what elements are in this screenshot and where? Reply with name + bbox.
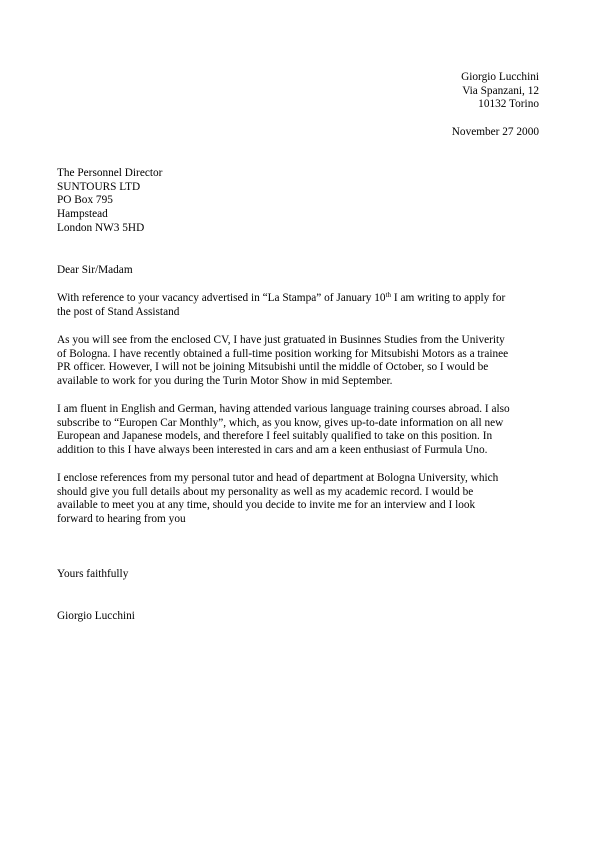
sender-city: 10132 Torino bbox=[478, 98, 539, 111]
sender-address bbox=[461, 71, 539, 112]
paragraph-1-line-1-start: With reference to your vacancy advertised in “La Stampa” of January 10 bbox=[57, 292, 386, 304]
salutation-text: Dear Sir/Madam bbox=[57, 264, 133, 276]
salutation bbox=[57, 264, 547, 278]
paragraph-2 bbox=[57, 334, 547, 389]
ordinal-suffix: th bbox=[385, 291, 392, 299]
paragraph-1-line-1-end: I am writing to apply for bbox=[391, 292, 506, 304]
paragraph-3-line-1: I am fluent in English and German, having attended various language training courses abroad. I also bbox=[57, 403, 510, 415]
paragraph-4-line-3: available to meet you at any time, should you decide to invite me for an interview and I look bbox=[57, 499, 476, 512]
sender-street: Via Spanzani, 12 bbox=[462, 84, 539, 97]
paragraph-2-line-4: available to work for you during the Turin Motor Show in mid September. bbox=[57, 375, 393, 388]
paragraph-4-line-4: forward to hearing from you bbox=[57, 513, 186, 526]
signature bbox=[57, 610, 547, 624]
recipient-address bbox=[57, 167, 162, 236]
paragraph-3-line-2: subscribe to “Europen Car Monthly”, which, as you know, gives up-to-date information on all new bbox=[57, 416, 504, 429]
paragraph-4-line-1: I enclose references from my personal tutor and head of department at Bologna University, which bbox=[57, 472, 499, 484]
letter-date bbox=[452, 126, 539, 140]
paragraph-2-line-1: As you will see from the enclosed CV, I have just gratuated in Businnes Studies from the Univerity bbox=[57, 334, 505, 346]
paragraph-3 bbox=[57, 403, 547, 458]
paragraph-2-line-3: PR officer. However, I will not be joining Mitsubishi until the middle of October, so I would be bbox=[57, 361, 489, 374]
paragraph-2-line-2: of Bologna. I have recently obtained a full-time position working for Mitsubishi Motors as a trainee bbox=[57, 347, 509, 360]
recipient-line-3: PO Box 795 bbox=[57, 194, 113, 207]
recipient-line-2: SUNTOURS LTD bbox=[57, 180, 141, 193]
recipient-line-4: Hampstead bbox=[57, 208, 108, 221]
paragraph-1 bbox=[57, 292, 547, 319]
paragraph-1-line-2: the post of Stand Assistand bbox=[57, 305, 180, 318]
closing-text: Yours faithfully bbox=[57, 568, 129, 580]
paragraph-3-line-4: addition to this I have always been interested in cars and am a keen enthusiast of Furmula Uno. bbox=[57, 444, 488, 457]
recipient-line-1: The Personnel Director bbox=[57, 167, 163, 179]
closing bbox=[57, 568, 547, 582]
recipient-line-5: London NW3 5HD bbox=[57, 221, 145, 234]
paragraph-4-line-2: should give you full details about my personality as well as my academic record. I would be bbox=[57, 485, 474, 498]
date-text: November 27 2000 bbox=[451, 126, 539, 138]
signature-name: Giorgio Lucchini bbox=[57, 610, 135, 622]
paragraph-3-line-3: European and Japanese models, and therefore I feel suitably qualified to take on this position. In bbox=[57, 430, 493, 443]
sender-name: Giorgio Lucchini bbox=[461, 71, 539, 83]
paragraph-1-line-1 bbox=[57, 292, 547, 306]
paragraph-4 bbox=[57, 472, 547, 527]
